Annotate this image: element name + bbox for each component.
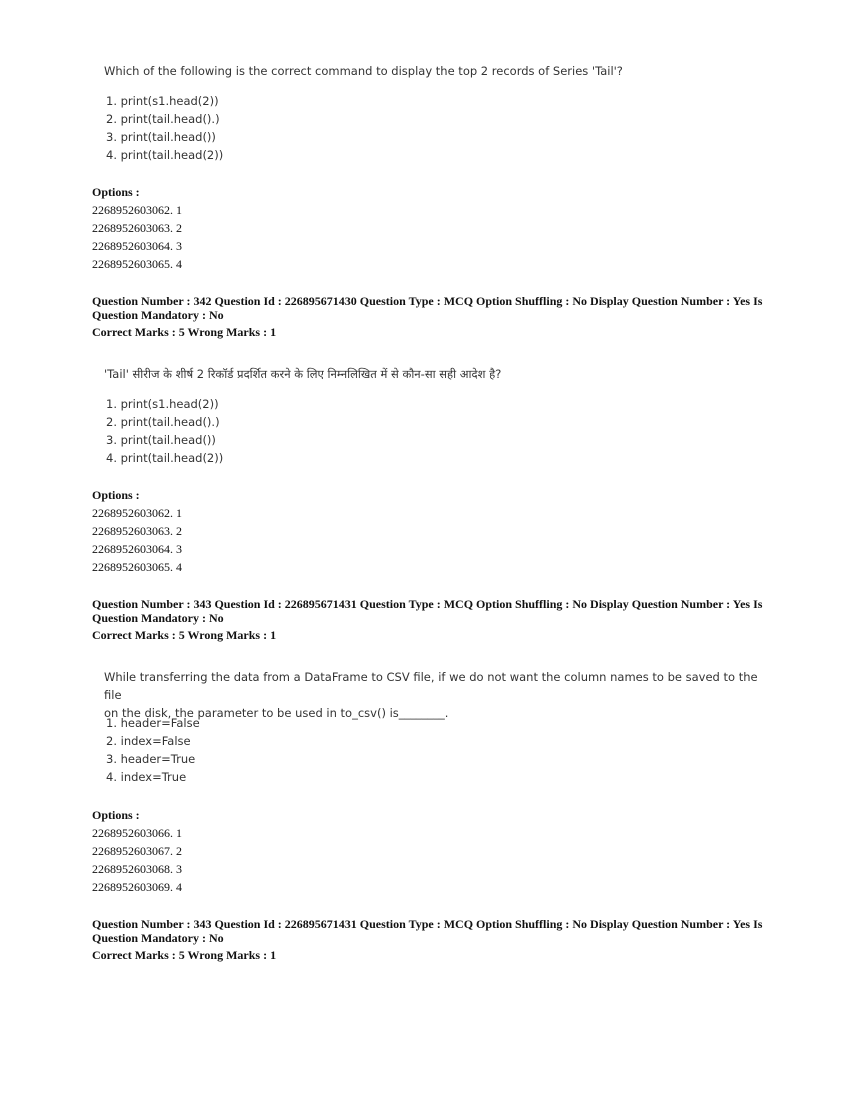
choice-4: 4. print(tail.head(2)) (106, 148, 224, 162)
option-id: 2268952603062. 1 (92, 203, 182, 217)
marks-line: Correct Marks : 5 Wrong Marks : 1 (92, 948, 277, 962)
option-id: 2268952603069. 4 (92, 880, 182, 894)
choice-3: 3. print(tail.head()) (106, 130, 216, 144)
option-id: 2268952603065. 4 (92, 560, 182, 574)
option-id: 2268952603066. 1 (92, 826, 182, 840)
choice-3: 3. header=True (106, 752, 196, 766)
question-text: 'Tail' सीरीज के शीर्ष 2 रिकॉर्ड प्रदर्शित करने के लिए निम्नलिखित में से कौन-सा सही आदेश है? (104, 367, 502, 381)
question-line: on the disk, the parameter to be used in to_csv() is________. (104, 706, 449, 720)
option-id: 2268952603063. 2 (92, 221, 182, 235)
option-id: 2268952603067. 2 (92, 844, 182, 858)
choice-2: 2. print(tail.head().) (106, 112, 220, 126)
question-text: Which of the following is the correct command to display the top 2 records of Series 'Tail'? (104, 64, 623, 78)
question-meta (92, 294, 772, 339)
choice-1: 1. print(s1.head(2)) (106, 94, 219, 108)
options-list (92, 183, 182, 273)
question-meta (92, 917, 772, 962)
option-id: 2268952603068. 3 (92, 862, 182, 876)
answer-choices (106, 714, 200, 786)
options-title: Options : (92, 808, 140, 822)
question-line: While transferring the data from a DataFrame to CSV file, if we do not want the column names to be saved to the file (104, 670, 758, 702)
option-id: 2268952603064. 3 (92, 239, 182, 253)
choice-2: 2. index=False (106, 734, 191, 748)
choice-3: 3. print(tail.head()) (106, 433, 216, 447)
options-list (92, 486, 182, 576)
choice-1: 1. header=False (106, 716, 200, 730)
marks-line: Correct Marks : 5 Wrong Marks : 1 (92, 325, 277, 339)
answer-choices (106, 395, 223, 467)
choice-4: 4. print(tail.head(2)) (106, 451, 224, 465)
answer-choices (106, 92, 223, 164)
option-id: 2268952603062. 1 (92, 506, 182, 520)
choice-1: 1. print(s1.head(2)) (106, 397, 219, 411)
option-id: 2268952603064. 3 (92, 542, 182, 556)
options-list (92, 806, 182, 896)
question-meta-line: Question Number : 342 Question Id : 226895671430 Question Type : MCQ Option Shuffling : No Display Question Number : Yes Is Question Mandatory : No (92, 294, 763, 322)
marks-line: Correct Marks : 5 Wrong Marks : 1 (92, 628, 277, 642)
choice-4: 4. index=True (106, 770, 187, 784)
options-title: Options : (92, 185, 140, 199)
options-title: Options : (92, 488, 140, 502)
question-meta (92, 597, 772, 642)
option-id: 2268952603065. 4 (92, 257, 182, 271)
question-meta-line: Question Number : 343 Question Id : 226895671431 Question Type : MCQ Option Shuffling : No Display Question Number : Yes Is Question Mandatory : No (92, 917, 763, 945)
question-meta-line: Question Number : 343 Question Id : 226895671431 Question Type : MCQ Option Shuffling : No Display Question Number : Yes Is Question Mandatory : No (92, 597, 763, 625)
choice-2: 2. print(tail.head().) (106, 415, 220, 429)
question-text (104, 668, 764, 722)
option-id: 2268952603063. 2 (92, 524, 182, 538)
